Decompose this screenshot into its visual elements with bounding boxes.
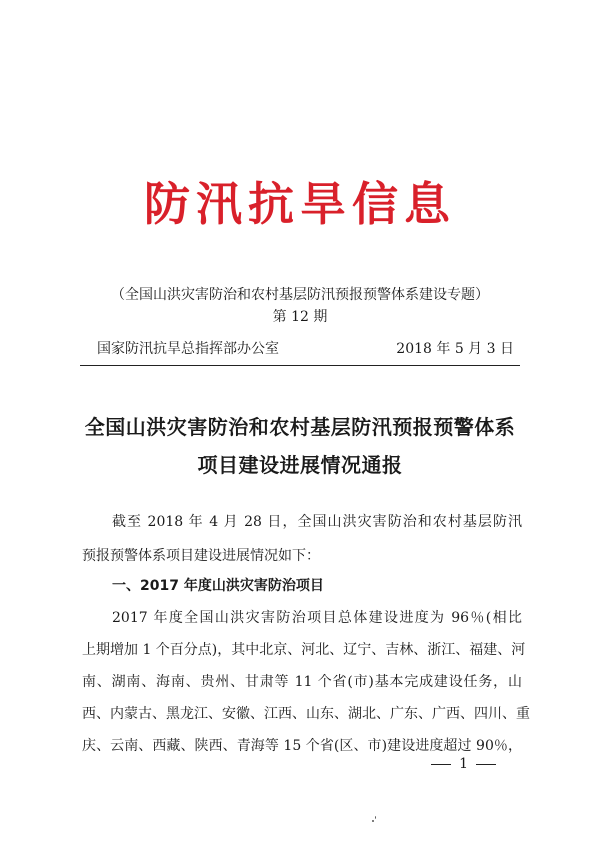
paragraph-1-line-4: 西、内蒙古、黑龙江、安徽、江西、山东、湖北、广东、广西、四川、重	[82, 706, 530, 722]
page-number	[423, 755, 504, 773]
page-number-value: 1	[459, 756, 468, 772]
page-number-left-dash	[431, 764, 451, 765]
intro-line-1: 截至 2018 年 4 月 28 日，全国山洪灾害防治和农村基层防汛	[112, 514, 522, 530]
issuing-office: 国家防汛抗旱总指挥部办公室	[97, 341, 279, 357]
document-title-line-2: 项目建设进展情况通报	[197, 453, 403, 477]
paragraph-1-line-1: 2017 年度全国山洪灾害防治项目总体建设进度为 96％(相比	[112, 610, 522, 626]
section-1-heading: 一、2017 年度山洪灾害防治项目	[112, 578, 324, 594]
page-number-right-dash	[476, 764, 496, 765]
masthead-title: 防汛抗旱信息	[144, 177, 456, 231]
intro-line-2: 预报预警体系项目建设进展情况如下：	[82, 548, 320, 564]
paragraph-1-line-5: 庆、云南、西藏、陕西、青海等 15 个省(区、市)建设进度超过 90％，	[82, 738, 522, 754]
scan-speck	[372, 820, 374, 822]
header-divider	[80, 365, 520, 366]
scan-speck	[375, 816, 376, 819]
issue-number: 第 12 期	[272, 309, 328, 325]
paragraph-1-line-3: 南、湖南、海南、贵州、甘肃等 11 个省(市)基本完成建设任务，山	[82, 674, 522, 690]
paragraph-1-line-2: 上期增加 1 个百分点)，其中北京、河北、辽宁、吉林、浙江、福建、河	[82, 642, 526, 658]
issue-date: 2018 年 5 月 3 日	[396, 341, 514, 357]
document-title-line-1: 全国山洪灾害防治和农村基层防汛预报预警体系	[84, 415, 516, 439]
special-topic-subtitle: （全国山洪灾害防治和农村基层防汛预报预警体系建设专题）	[111, 287, 489, 303]
